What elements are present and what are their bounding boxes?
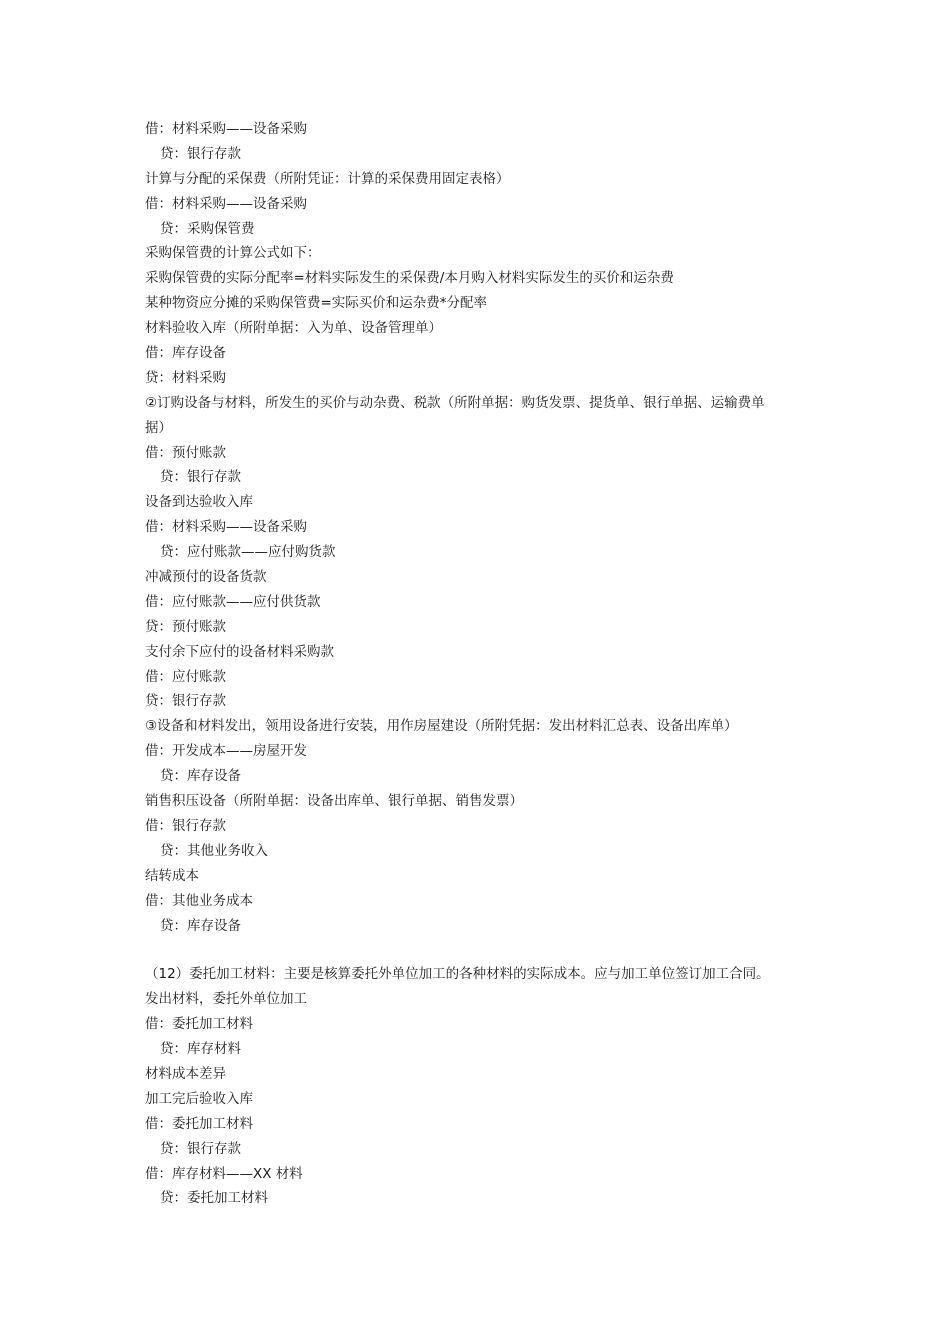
text-line: 贷：材料采购	[145, 369, 226, 386]
text-line: 采购保管费的实际分配率=材料实际发生的采保费/本月购入材料实际发生的买价和运杂费	[145, 270, 674, 287]
text-line: 贷：预付账款	[145, 618, 226, 635]
text-line: 设备到达验收入库	[145, 494, 253, 511]
text-line: 借：银行存款	[145, 817, 226, 834]
text-line: 贷：库存设备	[160, 917, 241, 934]
text-line: 借：委托加工材料	[145, 1115, 253, 1132]
text-line: 某种物资应分摊的采购保管费=实际买价和运杂费*分配率	[145, 295, 488, 312]
text-line: 借：材料采购——设备采购	[145, 519, 307, 536]
text-line: 借：预付账款	[145, 444, 226, 461]
text-line: 销售积压设备（所附单据：设备出库单、银行单据、销售发票）	[145, 793, 523, 810]
text-line: 据）	[145, 419, 172, 436]
text-line: 加工完后验收入库	[145, 1090, 253, 1107]
text-line: 借：委托加工材料	[145, 1016, 253, 1033]
text-line: ③设备和材料发出，领用设备进行安装，用作房屋建设（所附凭据：发出材料汇总表、设备出库单）	[145, 718, 738, 735]
text-line: ②订购设备与材料，所发生的买价与动杂费、税款（所附单据：购货发票、提货单、银行单据、运输费单	[145, 394, 765, 411]
text-line: 采购保管费的计算公式如下：	[145, 245, 321, 262]
text-line: 贷：委托加工材料	[160, 1190, 268, 1207]
text-line: 支付余下应付的设备材料采购款	[145, 643, 334, 660]
text-line: 发出材料，委托外单位加工	[145, 991, 307, 1008]
text-line: 贷：银行存款	[145, 693, 226, 710]
text-line: 贷：其他业务收入	[160, 842, 268, 859]
text-line: （12）委托加工材料：主要是核算委托外单位加工的各种材料的实际成本。应与加工单位签订加工合同。	[145, 966, 770, 983]
text-line: 结转成本	[145, 867, 199, 884]
text-line: 计算与分配的采保费（所附凭证：计算的采保费用固定表格）	[145, 170, 510, 187]
text-line: 材料成本差异	[145, 1065, 226, 1082]
text-line: 借：材料采购——设备采购	[145, 195, 307, 212]
document-body	[145, 117, 825, 1211]
text-line: 冲减预付的设备货款	[145, 569, 267, 586]
text-line: 材料验收入库（所附单据：入为单、设备管理单）	[145, 320, 442, 337]
text-line: 贷：应付账款——应付购货款	[160, 544, 336, 561]
text-line: 借：开发成本——房屋开发	[145, 743, 307, 760]
text-line: 贷：采购保管费	[160, 220, 255, 237]
text-line: 借：库存设备	[145, 345, 226, 362]
text-line: 借：材料采购——设备采购	[145, 121, 307, 137]
text-line: 贷：库存材料	[160, 1041, 241, 1058]
text-line: 贷：库存设备	[160, 768, 241, 785]
text-line: 借：应付账款	[145, 668, 226, 685]
text-line: 借：其他业务成本	[145, 892, 253, 909]
text-line: 贷：银行存款	[160, 1140, 241, 1157]
text-line: 贷：银行存款	[160, 145, 241, 162]
text-line: 贷：银行存款	[160, 469, 241, 486]
text-line: 借：应付账款——应付供货款	[145, 593, 321, 610]
text-line: 借：库存材料——XX 材料	[145, 1165, 303, 1182]
